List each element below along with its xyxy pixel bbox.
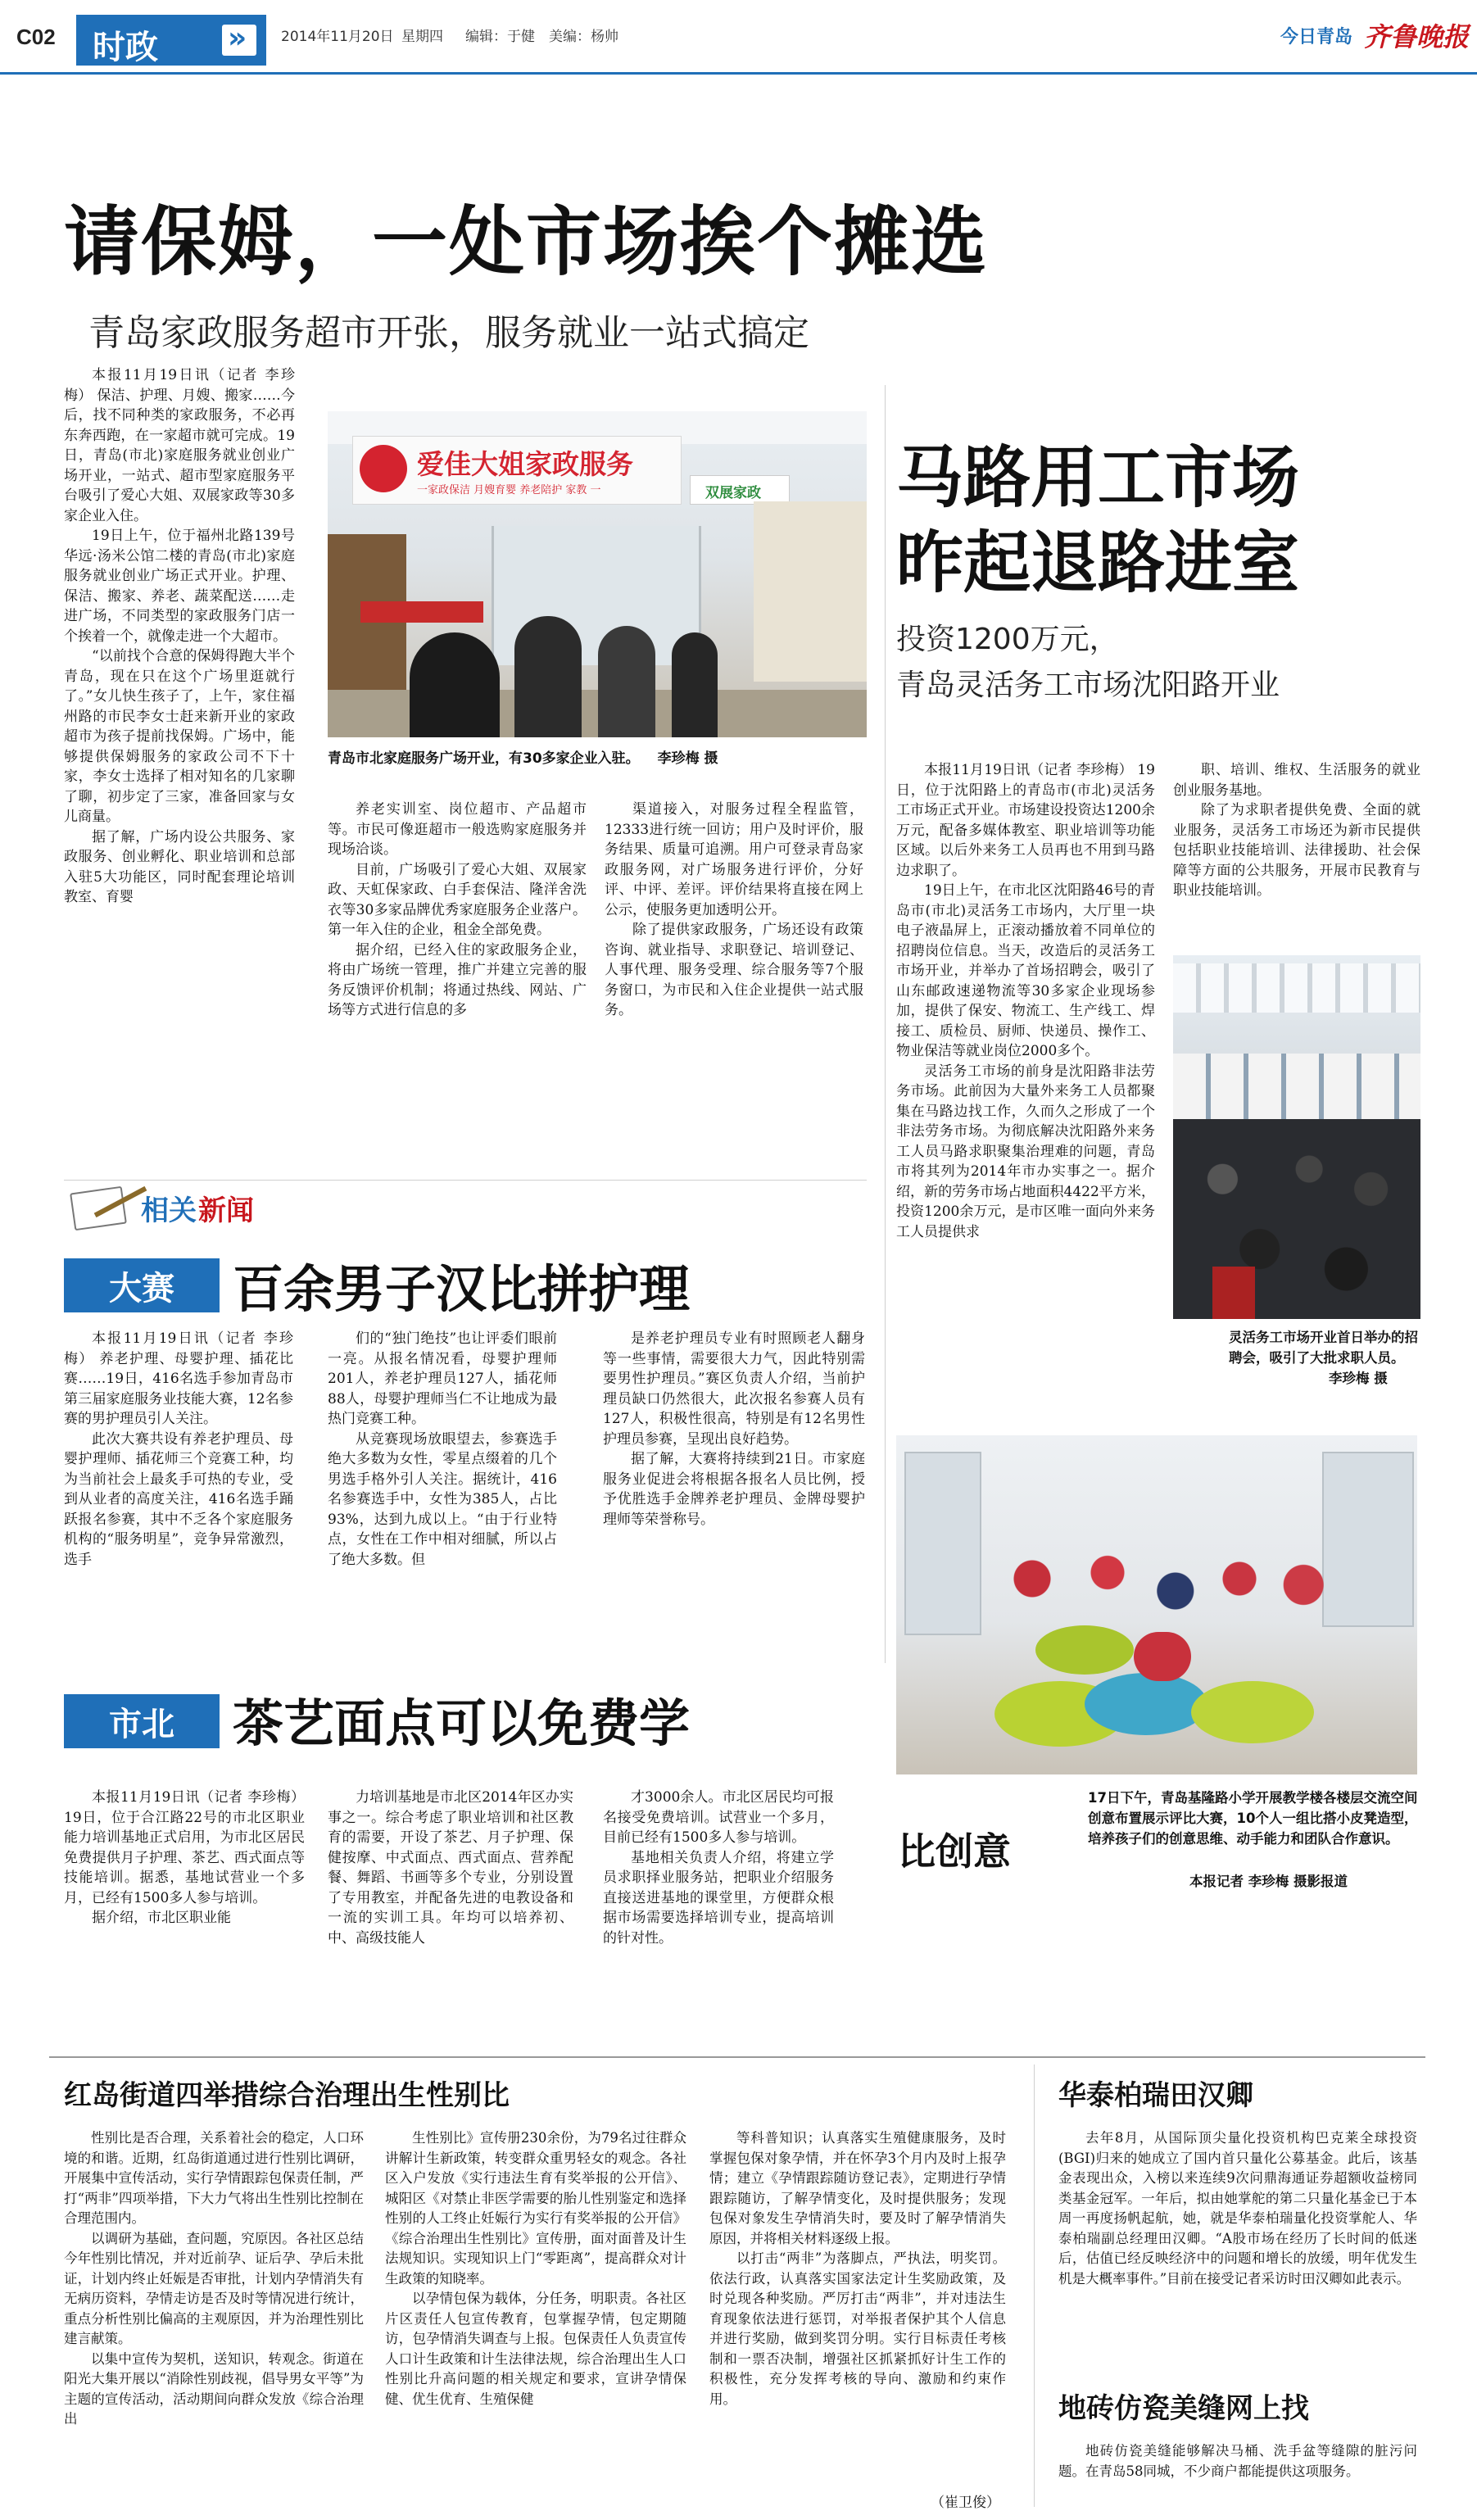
huatai-body: 去年8月，从国际顶尖量化投资机构巴克莱全球投资(BGI)归来的她成立了国内首只量化公募基金。此后，该基金表现出众，入榜以来连续9次问鼎海通证券超额收益榜同类基金冠军。一年后，拟由她掌舵的第二只量化基金已于本周一再度扬帆起航，她，就是华泰柏瑞量化投资掌舵人、华泰柏瑞副总经理田汉卿。“A股市场在经历了长时间的低迷后，估值已经反映经济中的问题和增长的放缓，明年优发生机是大概率事件。”目前在接受记者采访时田汉卿如此表示。: [1058, 2130, 1417, 2287]
tea-tag: 市北: [64, 1694, 220, 1748]
photo-person-1: [410, 632, 500, 737]
hongdao-credit: （崔卫俊）: [931, 2495, 1000, 2511]
labor-photo: [1173, 955, 1420, 1319]
photo-floor: [328, 690, 867, 737]
page-header: [0, 0, 1477, 72]
lead-story-col3: 渠道接入，对服务过程全程监管，12333进行统一回访；用户及时评价，服务结果、质量可追溯。用户可登录青岛家政服务网，对广场服务进行评价，分好评、中评、差评。评价结果将直接在网上公示，使服务更加透明公开。 除了提供家政服务，广场还设有政策咨询、就业指导、求职登记、培训登记、人事代理、服务受理、综合服务等7个服务窗口，为市民和入住企业提供一站式服务。: [605, 801, 863, 1018]
section-title: 时政: [93, 29, 158, 66]
photo-red-clothing: [1212, 1267, 1255, 1319]
edition-label: 今日青岛: [1280, 27, 1353, 48]
photo-booths: [1173, 1054, 1420, 1119]
header-designer: 美编：杨帅: [549, 29, 618, 45]
tiles-body: 地砖仿瓷美缝能够解决马桶、洗手盆等缝隙的脏污问题。在青岛58同城，不少商户都能提供这项服务。: [1058, 2443, 1417, 2479]
labor-photo-credit: 李珍梅 摄: [1329, 1371, 1388, 1386]
hongdao-headline: 红岛街道四举措综合治理出生性别比: [64, 2079, 510, 2112]
photo-sign-board: [352, 436, 682, 505]
photo-sign-green: 双展家政: [690, 475, 790, 505]
creativity-caption: 17日下午，青岛基隆路小学开展教学楼各楼层交流空间创意布置展示评比大赛，10个人一组比搭小皮凳造型，培养孩子们的创意思维、动手能力和团队合作意识。: [1088, 1790, 1418, 1847]
lead-headline: 请保姆，一处市场挨个摊选: [64, 198, 989, 286]
lead-photo: [328, 411, 867, 737]
creativity-label: 比创意: [898, 1829, 1011, 1874]
hongdao-col2: 生性别比》宣传册230余份，为79名过往群众讲解计生新政策，转变群众重男轻女的观念。各社区入户发放《实行违法生育有奖举报的公开信》、城阳区《对禁止非医学需要的胎儿性别鉴定和选择性别的人工终止妊娠行为实行有奖举报的公开信》《综合治理出生性别比》宣传册，面对面普及计生法规知识。实现知识上门“零距离”，提高群众对计生政策的知晓率。 以孕情包保为载体，分任务，明职责。各社区片区责任人包宣传教育，包掌握孕情，包定期随访，包孕情消失调查与上报。包保责任人负责宣传人口计生政策和计生法律法规，综合治理出生人口性别比升高问题的相关规定和要求，宣讲孕情保健、优生优育、生殖保健: [385, 2130, 686, 2407]
labor-headline-1: 马路用工市场: [896, 439, 1300, 517]
related-label-a: 相关: [141, 1194, 197, 1227]
header-editor: 编辑：于健: [465, 29, 535, 45]
header-weekday: 星期四: [401, 29, 443, 45]
contest-headline: 百余男子汉比拼护理: [233, 1259, 691, 1319]
tea-col3: 才3000余人。市北区居民均可报名接受免费培训。试营业一个多月，目前已经有1500多人参与培训。 基地相关负责人介绍，将建立学员求职择业服务站，把职业介绍服务直接送进基地的课堂里，方便群众根据市场需要选择培训专业，提高培训的针对性。: [603, 1789, 834, 1947]
contest-col2: 们的“独门绝技”也让评委们眼前一亮。从报名情况看，母婴护理师201人，养老护理员127人，插花师88人，母婴护理师当仁不让地成为最热门竞赛工种。 从竞赛现场放眼望去，参赛选手绝大多数为女性，零星点缀着的几个男选手格外引人关注。据统计，416名参赛选手中，女性为385人，占比93%，达到九成以上。“由于行业特点，女性在工作中相对细腻，所以占了绝大多数。但: [328, 1330, 557, 1568]
lead-subhead: 青岛家政服务超市开张，服务就业一站式搞定: [88, 312, 809, 354]
photo-shop-right: [754, 501, 867, 682]
lead-story-col2: 养老实训室、岗位超市、产品超市等。市民可像逛超市一般选购家庭服务并现场洽谈。 目前，广场吸引了爱心大姐、双展家政、天虹保家政、白手套保洁、隆洋舍洗衣等30多家品牌优秀家庭服务企业落户。第一年入住的企业，租金全部免费。 据介绍，已经入住的家政服务企业，将由广场统一管理，推广并建立完善的服务反馈评价机制；将通过热线、网站、广场等方式进行信息的多: [328, 801, 587, 1018]
labor-subhead-2: 青岛灵活务工市场沈阳路开业: [896, 669, 1280, 702]
photo-window-left: [904, 1452, 981, 1635]
lead-photo-caption: 青岛市北家庭服务广场开业，有30多家企业入驻。 李珍梅 摄: [328, 750, 718, 767]
photo-child-kneeling: [1134, 1632, 1191, 1681]
photo-stool-green-2: [1191, 1681, 1314, 1743]
creativity-photo: [896, 1435, 1417, 1774]
sign-logo-icon: [360, 445, 407, 492]
labor-headline-2: 昨起退路进室: [896, 524, 1300, 602]
bottom-section-divider: [49, 2056, 1425, 2058]
related-news-banner: [72, 1183, 318, 1227]
paper-logo: 齐鲁晚报: [1364, 21, 1470, 52]
tea-col2: 力培训基地是市北区2014年区办实事之一。综合考虑了职业培训和社区教育的需要，开设了茶艺、月子护理、保健按摩、中式面点、西式面点、营养配餐、舞蹈、书画等多个专业，分别设置了专用教室，并配备先进的电教设备和一流的实训工具。年均可以培养初、中、高级技能人: [328, 1789, 573, 1947]
huatai-headline: 华泰柏瑞田汉卿: [1058, 2079, 1253, 2112]
header-divider: [0, 72, 1477, 75]
related-label-b: 新闻: [198, 1194, 254, 1227]
photo-person-4: [672, 632, 718, 737]
photo-person-2: [514, 616, 582, 737]
contest-col1: 本报11月19日讯（记者 李珍梅） 养老护理、母婴护理、插花比赛……19日，416名选手参加青岛市第三届家庭服务业技能大赛，12名参赛的男护理员引人关注。 此次大赛共设有养老护理员、母婴护理师、插花师三个竞赛工种，均为当前社会上最炙手可热的专业，受到从业者的高度关注，416名选手踊跃报名参赛，其中不乏各个家庭服务机构的“服务明星”，竞争异常激烈，选手: [64, 1330, 293, 1568]
photo-sign-text: 爱佳大姐家政服务: [417, 448, 633, 480]
photo-ceiling-lights: [1173, 963, 1420, 1013]
labor-col2: 职、培训、维权、生活服务的就业创业服务基地。 除了为求职者提供免费、全面的就业服务，灵活务工市场还为新市民提供包括职业技能培训、法律援助、社会保障等方面的公共服务，开展市民教育与职业技能培训。: [1173, 762, 1420, 899]
photo-stool-blue: [1085, 1673, 1207, 1735]
section-badge: [76, 15, 266, 66]
photo-person-3: [598, 626, 655, 737]
labor-photo-caption: 灵活务工市场开业首日举办的招聘会，吸引了大批求职人员。: [1229, 1330, 1418, 1366]
section-arrow-icon: »: [222, 25, 256, 56]
tea-col1: 本报11月19日讯（记者 李珍梅） 19日，位于合江路22号的市北区职业能力培训基地正式启用，为市北区居民免费提供月子护理、茶艺、西式面点等技能培训。据悉，基地试营业一个多月，已经有1500多人参与培训。 据介绍，市北区职业能: [64, 1789, 305, 1926]
contest-col3: 是养老护理员专业有时照顾老人翻身等一些事情，需要很大力气，因此特别需要男性护理员。”赛区负责人介绍，当前护理员缺口仍然很大，此次报名参赛人员有127人，积极性很高，特别是有12名男性护理员参赛，呈现出良好趋势。 据了解，大赛将持续到21日。市家庭服务业促进会将根据各报名人员比例，授予优胜选手金牌养老护理员、金牌母婴护理师等荣誉称号。: [603, 1330, 865, 1528]
hongdao-col1: 性别比是否合理，关系着社会的稳定，人口环境的和谐。近期，红岛街道通过进行性别比调研，开展集中宣传活动，实行孕情跟踪包保责任制，严打“两非”四项举措，下大力气将出生性别比控制在合理范围内。 以调研为基础，查问题，究原因。各社区总结今年性别比情况，并对近前孕、证后孕、孕后未批证，计划内终止妊娠是否审批，计划内孕情消失有无病历资料，孕情走访是否及时等情况进行统计，重点分析性别比偏高的主观原因，并为治理性别比建言献策。 以集中宣传为契机，送知识，转观念。街道在阳光大集开展以“消除性别歧视，倡导男女平等”为主题的宣传活动，活动期间向群众发放《综合治理出: [64, 2130, 364, 2427]
header-date: 2014年11月20日: [281, 29, 394, 45]
photo-shop-red: [360, 601, 483, 623]
hongdao-col3: 等科普知识；认真落实生殖健康服务，及时掌握包保对象孕情，并在怀孕3个月内及时上报孕情；建立《孕情跟踪随访登记表》，定期进行孕情跟踪随访，了解孕情变化，及时提供服务；发现包保对象发生孕情消失时，要及时了解孕情消失原因，并将相关材料逐级上报。 以打击“两非”为落脚点，严执法，明奖罚。依法行政，认真落实国家法定计生奖励政策，及时兑现各种奖励。严厉打击“两非”，并对违法生育现象依法进行惩罚，对举报者保护其个人信息并进行奖励，做到奖罚分明。实行目标责任考核制和一票否决制，增强社区抓紧抓好计生工作的积极性，充分发挥考核的导向、激励和约束作用。: [709, 2130, 1006, 2407]
labor-col1: 本报11月19日讯（记者 李珍梅） 19日，位于沈阳路上的青岛市(市北)灵活务工市场正式开业。市场建设投资达1200余万元，配备多媒体教室、职业培训等功能区域。以后外来务工人员再也不用到马路边求职了。 19日上午，在市北区沈阳路46号的青岛市(市北)灵活务工市场内，大厅里一块电子液晶屏上，正滚动播放着不同单位的招聘岗位信息。当天，改造后的灵活务工市场开业，并举办了首场招聘会，吸引了山东邮政速递物流等30多家企业现场参加，提供了保安、物流工、生产线工、焊接工、质检员、厨师、快递员、操作工、物业保洁等就业岗位2000多个。 灵活务工市场的前身是沈阳路非法劳务市场。此前因为大量外来务工人员都聚集在马路边找工作，久而久之形成了一个非法劳务市场。为彻底解决沈阳路外来务工人员马路求职聚集治理难的问题，青岛市将其列为2014年市办实事之一。据介绍，新的劳务市场占地面积4422平方米，投资1200余万元，是市区唯一面向外来务工人员提供求: [896, 762, 1155, 1240]
photo-sign-subtext: 一家政保洁 月嫂育婴 养老陪护 家教 一: [417, 484, 601, 496]
lead-story-col1: 本报11月19日讯（记者 李珍梅） 保洁、护理、月嫂、搬家……今后，找不同种类的家政服务，不必再东奔西跑，在一家超市就可完成。19日，青岛(市北)家庭服务就业创业广场开业，一站式、超市型家庭服务平台吸引了爱心大姐、双展家政等30多家企业入住。 19日上午，位于福州北路139号华远·汤米公馆二楼的青岛(市北)家庭服务就业创业广场正式开业。护理、保洁、搬家、养老、蔬菜配送……走进广场，不同类型的家政服务门店一个挨着一个，就像走进一个大超市。 “以前找个合意的保姆得跑大半个青岛，现在只在这个广场里逛就行了。”女儿快生孩子了，上午，家住福州路的市民李女士赶来新开业的家政超市为孩子提前找保姆。广场中，能够提供保姆服务的家政公司不下十家，李女士选择了相对知名的几家聊了聊，初步定了三家，准备回家与女儿商量。 据了解，广场内设公共服务、家政服务、创业孵化、职业培训和总部入驻5大功能区，同时配套理论培训教室、育婴: [64, 367, 295, 905]
contest-tag: 大赛: [64, 1258, 220, 1312]
page-number: C02: [16, 25, 56, 49]
notepad-icon: [70, 1186, 127, 1231]
column-divider: [885, 385, 886, 1663]
creativity-credit: 本报记者 李珍梅 摄影报道: [1189, 1874, 1348, 1889]
tea-headline: 茶艺面点可以免费学: [233, 1693, 691, 1753]
photo-crowd: [1173, 1119, 1420, 1319]
related-divider: [64, 1180, 867, 1181]
labor-subhead-1: 投资1200万元，: [896, 623, 1119, 656]
brief-divider: [1034, 2064, 1035, 2507]
tiles-headline: 地砖仿瓷美缝网上找: [1058, 2392, 1309, 2425]
